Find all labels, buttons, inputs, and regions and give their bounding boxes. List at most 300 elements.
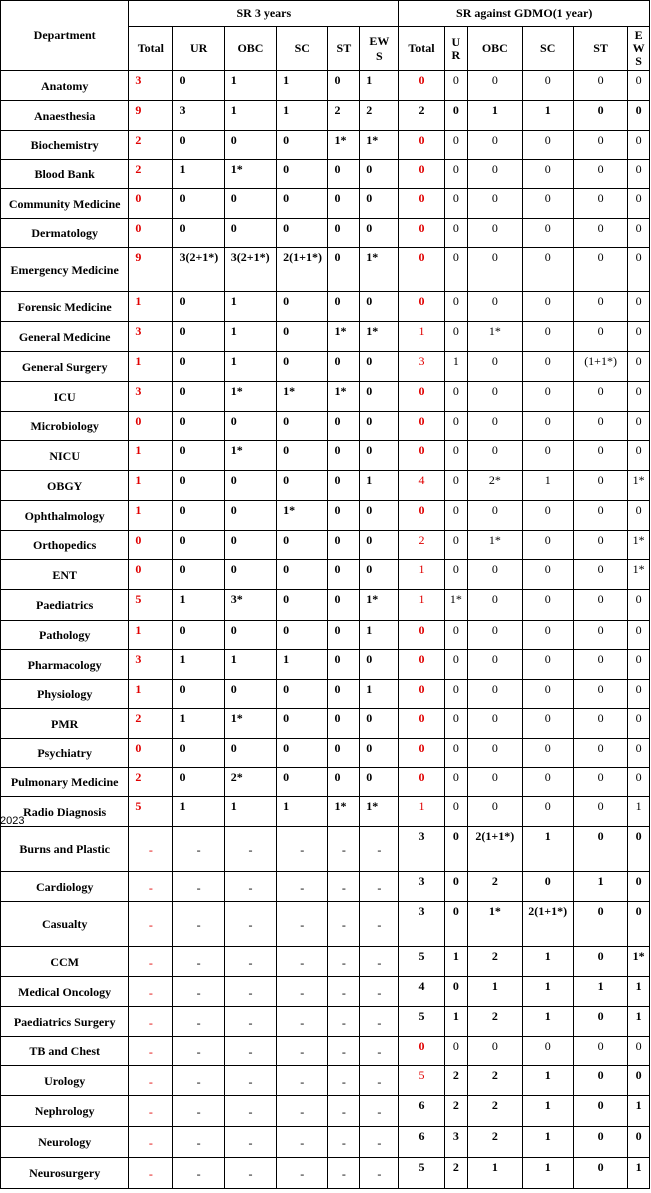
sr-ur-cell: 0: [173, 471, 224, 501]
table-row: [1, 560, 650, 590]
sr-ews-cell: 0: [360, 219, 399, 248]
sr-ews-cell: -: [360, 947, 399, 977]
gdmo-st-cell: 0: [573, 412, 627, 441]
sr-st-cell: -: [328, 1007, 360, 1037]
sr-ur-cell: 1: [173, 797, 224, 827]
table-row: [1, 101, 650, 131]
gdmo-st-cell: 1: [573, 977, 627, 1007]
sr-st-cell: 1*: [328, 797, 360, 827]
gdmo-ur-cell: 2: [444, 1158, 468, 1189]
gdmo-sc-cell: 0: [522, 382, 573, 412]
gdmo-st-cell: 0: [573, 101, 627, 131]
sr-ews-cell: 0: [360, 531, 399, 560]
sr-ews-cell: 1*: [360, 590, 399, 621]
gdmo-st-cell: 0: [573, 1158, 627, 1189]
gdmo-obc-cell: 0: [468, 441, 522, 471]
gdmo-obc-cell: 0: [468, 501, 522, 531]
gdmo-sc-cell: 0: [522, 680, 573, 709]
gdmo-ews-cell: 0: [628, 827, 650, 872]
gdmo-total-cell: 4: [399, 471, 444, 501]
gdmo-total-cell: 2: [399, 101, 444, 131]
sr-ur-cell: 3: [173, 101, 224, 131]
sr-obc-cell: 0: [224, 531, 276, 560]
gdmo-st-cell: 0: [573, 501, 627, 531]
table-row: [1, 322, 650, 352]
sr-st-cell: 1*: [328, 382, 360, 412]
sr-ur-cell: 0: [173, 292, 224, 322]
gdmo-obc-cell: 2: [468, 872, 522, 902]
sr-ur-cell: 0: [173, 322, 224, 352]
gdmo-ews-cell: 0: [628, 739, 650, 768]
sr-ur-cell: 0: [173, 352, 224, 382]
table-row: [1, 160, 650, 189]
sr-st-cell: -: [328, 977, 360, 1007]
sr-ews-cell: 0: [360, 501, 399, 531]
gdmo-ur-cell: 0: [444, 412, 468, 441]
department-cell: Community Medicine: [1, 189, 129, 219]
table-row: [1, 382, 650, 412]
sr-obc-cell: -: [224, 1007, 276, 1037]
sr-st-cell: 1*: [328, 322, 360, 352]
sr-ews-cell: 1*: [360, 322, 399, 352]
gdmo-obc-cell: 1: [468, 977, 522, 1007]
table-row: [1, 1037, 650, 1066]
gdmo-ur-cell: 0: [444, 560, 468, 590]
sr-total-cell: 2: [129, 709, 173, 739]
department-cell: Anatomy: [1, 71, 129, 101]
table-row: [1, 248, 650, 292]
department-cell: Paediatrics: [1, 590, 129, 621]
gdmo-obc-cell: 0: [468, 71, 522, 101]
sr-col-total-header: Total: [129, 27, 173, 71]
sr-st-cell: 0: [328, 219, 360, 248]
sr-sc-cell: 0: [277, 560, 328, 590]
gdmo-st-cell: 0: [573, 382, 627, 412]
sr-col-ur-header: UR: [173, 27, 224, 71]
gdmo-ur-cell: 1: [444, 947, 468, 977]
table-row: [1, 189, 650, 219]
gdmo-ur-cell: 0: [444, 382, 468, 412]
sr-total-cell: 3: [129, 71, 173, 101]
sr-sc-cell: 0: [277, 322, 328, 352]
gdmo-total-cell: 6: [399, 1127, 444, 1158]
sr-ews-cell: -: [360, 827, 399, 872]
gdmo-st-cell: (1+1*): [573, 352, 627, 382]
table-row: [1, 590, 650, 621]
sr-sc-cell: 2(1+1*): [277, 248, 328, 292]
gdmo-obc-cell: 0: [468, 1037, 522, 1066]
table-row: [1, 650, 650, 680]
sr-st-cell: 0: [328, 160, 360, 189]
gdmo-total-cell: 3: [399, 902, 444, 947]
gdmo-ews-cell: 0: [628, 501, 650, 531]
gdmo-sc-cell: 1: [522, 977, 573, 1007]
department-cell: Cardiology: [1, 872, 129, 902]
gdmo-total-cell: 0: [399, 441, 444, 471]
gdmo-col-total-header: Total: [399, 27, 444, 71]
gdmo-st-cell: 0: [573, 219, 627, 248]
gdmo-sc-cell: 1: [522, 947, 573, 977]
gdmo-sc-cell: 0: [522, 322, 573, 352]
department-cell: Anaesthesia: [1, 101, 129, 131]
department-cell: Neurology: [1, 1127, 129, 1158]
gdmo-obc-cell: 2(1+1*): [468, 827, 522, 872]
sr-sc-cell: 0: [277, 189, 328, 219]
gdmo-ews-cell: 0: [628, 1127, 650, 1158]
table-row: [1, 1007, 650, 1037]
sr-total-cell: -: [129, 1007, 173, 1037]
gdmo-ur-cell: 0: [444, 501, 468, 531]
department-cell: Dermatology: [1, 219, 129, 248]
sr-gdmo-header: SR against GDMO(1 year): [399, 1, 650, 27]
sr-st-cell: 0: [328, 590, 360, 621]
gdmo-total-cell: 1: [399, 322, 444, 352]
sr-total-cell: 1: [129, 292, 173, 322]
gdmo-sc-cell: 0: [522, 219, 573, 248]
table-row: [1, 71, 650, 101]
gdmo-obc-cell: 2: [468, 947, 522, 977]
sr-st-cell: 0: [328, 560, 360, 590]
gdmo-sc-cell: 1: [522, 1066, 573, 1096]
gdmo-sc-cell: 0: [522, 768, 573, 797]
gdmo-total-cell: 3: [399, 352, 444, 382]
gdmo-ews-cell: 0: [628, 131, 650, 160]
gdmo-ur-cell: 0: [444, 1037, 468, 1066]
gdmo-sc-cell: 0: [522, 621, 573, 650]
sr-ews-cell: 1: [360, 680, 399, 709]
gdmo-total-cell: 0: [399, 71, 444, 101]
sr-sc-cell: 0: [277, 739, 328, 768]
sr-total-cell: 0: [129, 412, 173, 441]
sr-sc-cell: -: [277, 1066, 328, 1096]
gdmo-st-cell: 0: [573, 560, 627, 590]
sr-sc-cell: 0: [277, 292, 328, 322]
gdmo-sc-cell: 0: [522, 739, 573, 768]
sr-sc-cell: 1: [277, 650, 328, 680]
gdmo-obc-cell: 2: [468, 1007, 522, 1037]
table-row: [1, 1096, 650, 1127]
sr-ur-cell: -: [173, 827, 224, 872]
sr-obc-cell: -: [224, 947, 276, 977]
gdmo-ur-cell: 0: [444, 160, 468, 189]
gdmo-ews-cell: 0: [628, 872, 650, 902]
table-row: [1, 1127, 650, 1158]
gdmo-obc-cell: 1*: [468, 531, 522, 560]
table-row: [1, 501, 650, 531]
gdmo-total-cell: 4: [399, 977, 444, 1007]
sr-sc-cell: -: [277, 947, 328, 977]
sr-obc-cell: 1: [224, 650, 276, 680]
gdmo-st-cell: 0: [573, 1037, 627, 1066]
gdmo-sc-cell: 0: [522, 709, 573, 739]
table-row: [1, 412, 650, 441]
gdmo-st-cell: 0: [573, 709, 627, 739]
gdmo-total-cell: 1: [399, 590, 444, 621]
table-row: [1, 947, 650, 977]
gdmo-obc-cell: 0: [468, 131, 522, 160]
sr-ur-cell: 1: [173, 650, 224, 680]
gdmo-sc-cell: 0: [522, 441, 573, 471]
sr-obc-cell: -: [224, 1127, 276, 1158]
table-row: [1, 219, 650, 248]
sr-sc-cell: -: [277, 1037, 328, 1066]
sr-total-cell: -: [129, 1066, 173, 1096]
sr-col-obc-header: OBC: [224, 27, 276, 71]
sr-sc-cell: 0: [277, 471, 328, 501]
gdmo-ews-cell: 0: [628, 1066, 650, 1096]
gdmo-total-cell: 0: [399, 248, 444, 292]
sr-obc-cell: 0: [224, 739, 276, 768]
table-row: [1, 739, 650, 768]
department-cell: General Medicine: [1, 322, 129, 352]
gdmo-st-cell: 0: [573, 160, 627, 189]
gdmo-ews-cell: 0: [628, 219, 650, 248]
gdmo-st-cell: 0: [573, 441, 627, 471]
sr-total-cell: -: [129, 977, 173, 1007]
sr-sc-cell: -: [277, 977, 328, 1007]
department-cell: Pharmacology: [1, 650, 129, 680]
sr-ews-cell: 0: [360, 441, 399, 471]
gdmo-ews-cell: 0: [628, 709, 650, 739]
gdmo-ur-cell: 0: [444, 441, 468, 471]
gdmo-total-cell: 0: [399, 739, 444, 768]
sr-total-cell: 1: [129, 680, 173, 709]
sr-total-cell: 5: [129, 797, 173, 827]
sr-total-cell: 9: [129, 101, 173, 131]
sr-st-cell: 1*: [328, 131, 360, 160]
gdmo-ews-cell: 0: [628, 160, 650, 189]
gdmo-st-cell: 0: [573, 71, 627, 101]
gdmo-ews-cell: 0: [628, 412, 650, 441]
sr-sc-cell: 0: [277, 531, 328, 560]
gdmo-sc-cell: 0: [522, 160, 573, 189]
department-cell: Nephrology: [1, 1096, 129, 1127]
department-cell: Radio Diagnosis: [1, 797, 129, 827]
sr-total-cell: 3: [129, 650, 173, 680]
sr-total-cell: 2: [129, 768, 173, 797]
gdmo-ur-cell: 0: [444, 872, 468, 902]
gdmo-obc-cell: 2*: [468, 471, 522, 501]
gdmo-obc-cell: 2: [468, 1127, 522, 1158]
table-row: [1, 131, 650, 160]
gdmo-obc-cell: 0: [468, 680, 522, 709]
sr-ur-cell: 1: [173, 160, 224, 189]
sr-obc-cell: 0: [224, 219, 276, 248]
gdmo-st-cell: 0: [573, 248, 627, 292]
gdmo-st-cell: 0: [573, 471, 627, 501]
sr-ur-cell: 0: [173, 382, 224, 412]
department-cell: Paediatrics Surgery: [1, 1007, 129, 1037]
gdmo-ews-cell: 0: [628, 1037, 650, 1066]
gdmo-st-cell: 1: [573, 872, 627, 902]
gdmo-sc-cell: 0: [522, 412, 573, 441]
department-cell: ICU: [1, 382, 129, 412]
gdmo-sc-cell: 0: [522, 248, 573, 292]
gdmo-obc-cell: 0: [468, 160, 522, 189]
gdmo-obc-cell: 1: [468, 101, 522, 131]
gdmo-obc-cell: 0: [468, 650, 522, 680]
sr-total-cell: 1: [129, 352, 173, 382]
sr-sc-cell: 0: [277, 621, 328, 650]
table-row: [1, 902, 650, 947]
sr-total-cell: -: [129, 1127, 173, 1158]
sr-ews-cell: 0: [360, 739, 399, 768]
sr-ews-cell: 0: [360, 160, 399, 189]
department-cell: ENT: [1, 560, 129, 590]
gdmo-ews-cell: 0: [628, 71, 650, 101]
gdmo-ews-cell: 0: [628, 650, 650, 680]
sr-sc-cell: 0: [277, 160, 328, 189]
gdmo-obc-cell: 0: [468, 292, 522, 322]
sr-obc-cell: 3*: [224, 590, 276, 621]
sr-sc-cell: -: [277, 1158, 328, 1189]
gdmo-ews-cell: 0: [628, 621, 650, 650]
sr-obc-cell: 1: [224, 101, 276, 131]
sr-st-cell: 0: [328, 248, 360, 292]
gdmo-ur-cell: 0: [444, 827, 468, 872]
sr-obc-cell: 1: [224, 352, 276, 382]
sr-obc-cell: 1*: [224, 441, 276, 471]
gdmo-col-sc-header: SC: [522, 27, 573, 71]
sr-ur-cell: 0: [173, 412, 224, 441]
gdmo-ews-cell: 0: [628, 189, 650, 219]
gdmo-total-cell: 3: [399, 872, 444, 902]
sr-st-cell: -: [328, 947, 360, 977]
sr-obc-cell: 0: [224, 471, 276, 501]
gdmo-total-cell: 1: [399, 797, 444, 827]
sr-ews-cell: 0: [360, 650, 399, 680]
sr-obc-cell: 0: [224, 412, 276, 441]
sr-st-cell: 0: [328, 709, 360, 739]
gdmo-ews-cell: 0: [628, 590, 650, 621]
gdmo-sc-cell: 0: [522, 131, 573, 160]
gdmo-st-cell: 0: [573, 1007, 627, 1037]
sr-ews-cell: -: [360, 872, 399, 902]
gdmo-obc-cell: 0: [468, 709, 522, 739]
gdmo-total-cell: 0: [399, 160, 444, 189]
gdmo-obc-cell: 1: [468, 1158, 522, 1189]
gdmo-col-ews-header: E W S: [628, 27, 650, 71]
sr-obc-cell: 1*: [224, 160, 276, 189]
department-cell: Orthopedics: [1, 531, 129, 560]
sr-st-cell: 0: [328, 352, 360, 382]
sr-ews-cell: -: [360, 1096, 399, 1127]
sr-ews-cell: 0: [360, 292, 399, 322]
gdmo-total-cell: 0: [399, 1037, 444, 1066]
gdmo-ews-cell: 1: [628, 1158, 650, 1189]
gdmo-st-cell: 0: [573, 797, 627, 827]
sr-ur-cell: 0: [173, 768, 224, 797]
gdmo-st-cell: 0: [573, 1096, 627, 1127]
sr-sc-cell: 0: [277, 219, 328, 248]
sr-st-cell: -: [328, 1037, 360, 1066]
sr-col-ews-header: EW S: [360, 27, 399, 71]
sr-obc-cell: -: [224, 827, 276, 872]
sr-obc-cell: -: [224, 1096, 276, 1127]
sr-obc-cell: 1: [224, 71, 276, 101]
gdmo-col-obc-header: OBC: [468, 27, 522, 71]
sr-total-cell: -: [129, 1037, 173, 1066]
gdmo-ur-cell: 0: [444, 650, 468, 680]
gdmo-total-cell: 0: [399, 189, 444, 219]
gdmo-sc-cell: 0: [522, 560, 573, 590]
sr-st-cell: 0: [328, 471, 360, 501]
table-row: [1, 872, 650, 902]
sr-st-cell: 2: [328, 101, 360, 131]
sr-obc-cell: 3(2+1*): [224, 248, 276, 292]
gdmo-sc-cell: 2(1+1*): [522, 902, 573, 947]
sr-st-cell: -: [328, 1066, 360, 1096]
gdmo-sc-cell: 0: [522, 1037, 573, 1066]
department-cell: Blood Bank: [1, 160, 129, 189]
sr-ur-cell: -: [173, 977, 224, 1007]
sr-obc-cell: 0: [224, 621, 276, 650]
sr-sc-cell: 1: [277, 797, 328, 827]
table-row: [1, 352, 650, 382]
gdmo-obc-cell: 0: [468, 352, 522, 382]
department-cell: Neurosurgery: [1, 1158, 129, 1189]
sr-st-cell: 0: [328, 650, 360, 680]
sr-ews-cell: 1*: [360, 797, 399, 827]
gdmo-ur-cell: 1: [444, 1007, 468, 1037]
gdmo-total-cell: 6: [399, 1096, 444, 1127]
gdmo-total-cell: 5: [399, 1066, 444, 1096]
sr-sc-cell: 0: [277, 352, 328, 382]
sr-sc-cell: 0: [277, 768, 328, 797]
sr-ews-cell: -: [360, 902, 399, 947]
gdmo-ews-cell: 0: [628, 292, 650, 322]
sr-total-cell: 3: [129, 382, 173, 412]
sr-ur-cell: 0: [173, 189, 224, 219]
gdmo-col-st-header: ST: [573, 27, 627, 71]
gdmo-obc-cell: 2: [468, 1096, 522, 1127]
gdmo-ews-cell: 0: [628, 248, 650, 292]
sr-st-cell: -: [328, 872, 360, 902]
sr-ews-cell: 1*: [360, 248, 399, 292]
department-cell: Burns and Plastic: [1, 827, 129, 872]
sr-sc-cell: 0: [277, 709, 328, 739]
sr-total-cell: -: [129, 947, 173, 977]
table-row: [1, 471, 650, 501]
sr-ews-cell: 0: [360, 560, 399, 590]
gdmo-sc-cell: 0: [522, 872, 573, 902]
gdmo-total-cell: 5: [399, 1007, 444, 1037]
department-cell: General Surgery: [1, 352, 129, 382]
department-cell: Biochemistry: [1, 131, 129, 160]
gdmo-total-cell: 1: [399, 560, 444, 590]
sr-ur-cell: 3(2+1*): [173, 248, 224, 292]
gdmo-ur-cell: 0: [444, 101, 468, 131]
gdmo-ur-cell: 0: [444, 471, 468, 501]
sr-obc-cell: 1*: [224, 382, 276, 412]
sr-ur-cell: 0: [173, 219, 224, 248]
sr-ur-cell: 0: [173, 71, 224, 101]
gdmo-st-cell: 0: [573, 621, 627, 650]
sr-ur-cell: 0: [173, 131, 224, 160]
gdmo-ews-cell: 0: [628, 441, 650, 471]
sr-total-cell: 1: [129, 471, 173, 501]
sr-ur-cell: 0: [173, 560, 224, 590]
sr-st-cell: 0: [328, 441, 360, 471]
sr-total-cell: 1: [129, 501, 173, 531]
sr-ews-cell: 0: [360, 709, 399, 739]
gdmo-total-cell: 0: [399, 292, 444, 322]
sr-total-cell: 0: [129, 560, 173, 590]
department-cell: Psychiatry: [1, 739, 129, 768]
sr-st-cell: 0: [328, 531, 360, 560]
gdmo-sc-cell: 0: [522, 797, 573, 827]
sr-ews-cell: 1: [360, 71, 399, 101]
